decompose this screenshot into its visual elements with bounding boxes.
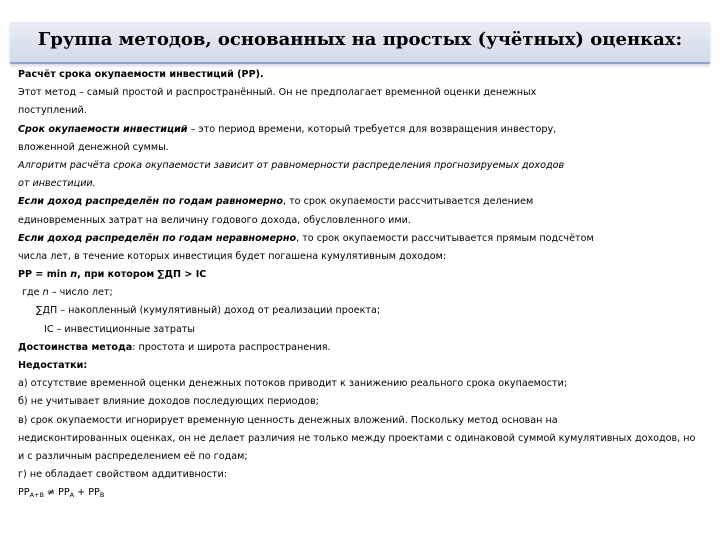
f-pp1: PP (18, 487, 30, 499)
formula-pp-a: PP = min (18, 269, 71, 281)
term-payback-period: Срок окупаемости инвестиций (18, 123, 188, 135)
body-line-7: от инвестиции. (18, 178, 96, 190)
formula-pp-n: n (70, 269, 78, 281)
case-nonuniform-income: Если доход распределён по годам неравномерно (18, 232, 297, 244)
body-line-14: ∑ДП – накопленный (кумулятивный) доход от реализации проекта; (36, 305, 381, 317)
formula-pp (18, 266, 708, 284)
formula-additivity (18, 484, 708, 502)
body-line-1: Расчёт срока окупаемости инвестиций (PP). (18, 69, 264, 80)
title-bar (10, 22, 710, 64)
body-line-3: поступлений. (18, 105, 87, 117)
f-sub3: B (99, 491, 105, 500)
slide-title: Группа методов, основанных на простых (учётных) оценках: (37, 29, 683, 50)
f-sub1: A+B (29, 491, 44, 500)
definition-text: – это период времени, который требуется для возвращения инвестору, (187, 123, 557, 135)
body-line-9: единовременных затрат на величину годового дохода, обусловленного ими. (18, 214, 411, 226)
body-line-10 (18, 230, 708, 248)
where-b: – число лет; (48, 287, 113, 299)
disadvantage-c-cont-1: недисконтированных оценках, он не делает различия не только между проектами с одинаковой суммой кумулятивных доходов, но (18, 432, 696, 444)
case-nonuniform-text: , то срок окупаемости рассчитывается прямым подсчётом (296, 232, 594, 244)
advantages-text: : простота и широта распространения. (132, 341, 331, 353)
body-line-4 (18, 121, 708, 139)
f-neq: ≠ PP (43, 487, 70, 499)
advantages-label: Достоинства метода (18, 341, 133, 353)
body-line-15: IC – инвестиционные затраты (44, 323, 195, 335)
body-line-13 (18, 284, 708, 302)
case-uniform-text: , то срок окупаемости рассчитывается делением (282, 196, 534, 208)
disadvantage-c: в) срок окупаемости игнорирует временную ценность денежных вложений. Поскольку метод основан на (18, 414, 558, 426)
disadvantage-b: б) не учитывает влияние доходов последующих периодов; (18, 396, 319, 408)
case-uniform-income: Если доход распределён по годам равномерно (18, 196, 283, 208)
f-plus: + PP (74, 487, 100, 499)
slide-body (18, 66, 708, 503)
body-line-11: числа лет, в течение которых инвестиция будет погашена кумулятивным доходом: (18, 250, 447, 262)
f-sub2: A (69, 491, 75, 500)
disadvantages-label: Недостатки: (18, 360, 88, 371)
where-a: где (22, 287, 43, 299)
body-line-5: вложенной денежной суммы. (18, 141, 169, 153)
disadvantage-d: г) не обладает свойством аддитивности: (18, 469, 227, 481)
body-line-2: Этот метод – самый простой и распространённый. Он не предполагает временной оценки денежных (18, 87, 537, 99)
body-line-16 (18, 339, 708, 357)
disadvantage-a: а) отсутствие временной оценки денежных потоков приводит к занижению реального срока окупаемости; (18, 378, 568, 390)
where-n: n (42, 287, 49, 299)
body-line-6: Алгоритм расчёта срока окупаемости зависит от равномерности распределения прогнозируемых доходов (18, 159, 565, 171)
formula-pp-b: , при котором ∑ДП > IC (77, 269, 207, 281)
body-line-8 (18, 193, 708, 211)
disadvantage-c-cont-2: и с различным распределением её по годам; (18, 450, 248, 462)
